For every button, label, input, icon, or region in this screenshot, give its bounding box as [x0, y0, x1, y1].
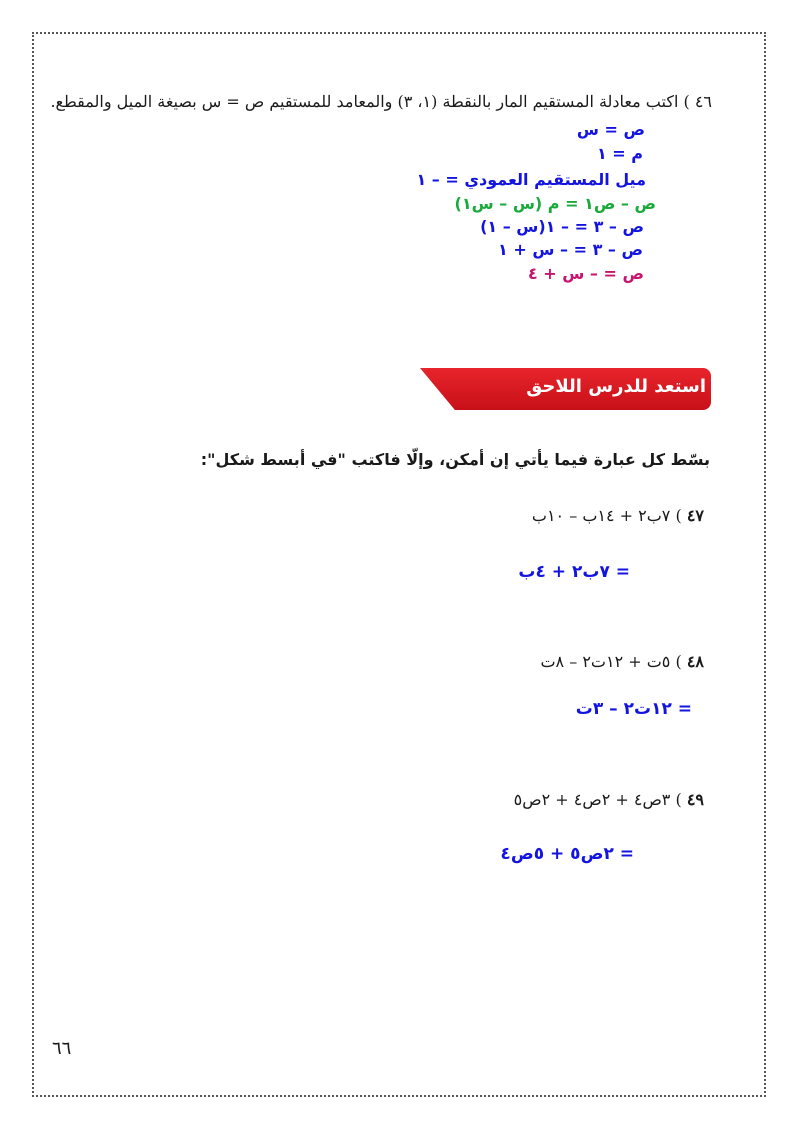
problem-47: ٤٧ ) ٧ب٢ + ١٤ب – ١٠ب [531, 506, 704, 525]
step-6: ص – ٣ = – س + ١ [498, 240, 643, 259]
step-5: ص – ٣ = – ١(س – ١) [480, 217, 644, 236]
step-7: ص = – س + ٤ [527, 264, 644, 283]
problem-number: ٤٩ [686, 790, 704, 809]
step-1: ص = س [576, 120, 645, 139]
problem-expression: ٥ت + ١٢ت٢ – ٨ت [540, 652, 671, 671]
problem-expression: ٣ص٤ + ٢ص٤ + ٢ص٥ [513, 790, 671, 809]
section-title: استعد للدرس اللاحق [526, 376, 706, 397]
problem-expression: ٧ب٢ + ١٤ب – ١٠ب [531, 506, 671, 525]
answer-47: = ٧ب٢ + ٤ب [518, 562, 630, 582]
question-46: ٤٦ ) اكتب معادلة المستقيم المار بالنقطة (١، ٣) والمعامد للمستقيم ص = س بصيغة الميل والمقطع. [50, 92, 712, 111]
problem-number: ٤٧ [686, 506, 704, 525]
problem-49: ٤٩ ) ٣ص٤ + ٢ص٤ + ٢ص٥ [513, 790, 704, 809]
answer-49: = ٢ص٥ + ٥ص٤ [500, 844, 634, 864]
step-2: م = ١ [596, 144, 643, 163]
step-4: ص – ص١ = م (س – س١) [454, 194, 656, 213]
problem-48: ٤٨ ) ٥ت + ١٢ت٢ – ٨ت [540, 652, 704, 671]
instruction-text: بسّط كل عبارة فيما يأتي إن أمكن، وإلّا فاكتب "في أبسط شكل": [200, 450, 710, 469]
page-number: ٦٦ [52, 1038, 72, 1059]
page-frame [32, 32, 766, 1097]
answer-48: = ١٢ت٢ – ٣ت [575, 699, 692, 719]
step-3: ميل المستقيم العمودي = – ١ [416, 170, 646, 189]
problem-number: ٤٨ [686, 652, 704, 671]
